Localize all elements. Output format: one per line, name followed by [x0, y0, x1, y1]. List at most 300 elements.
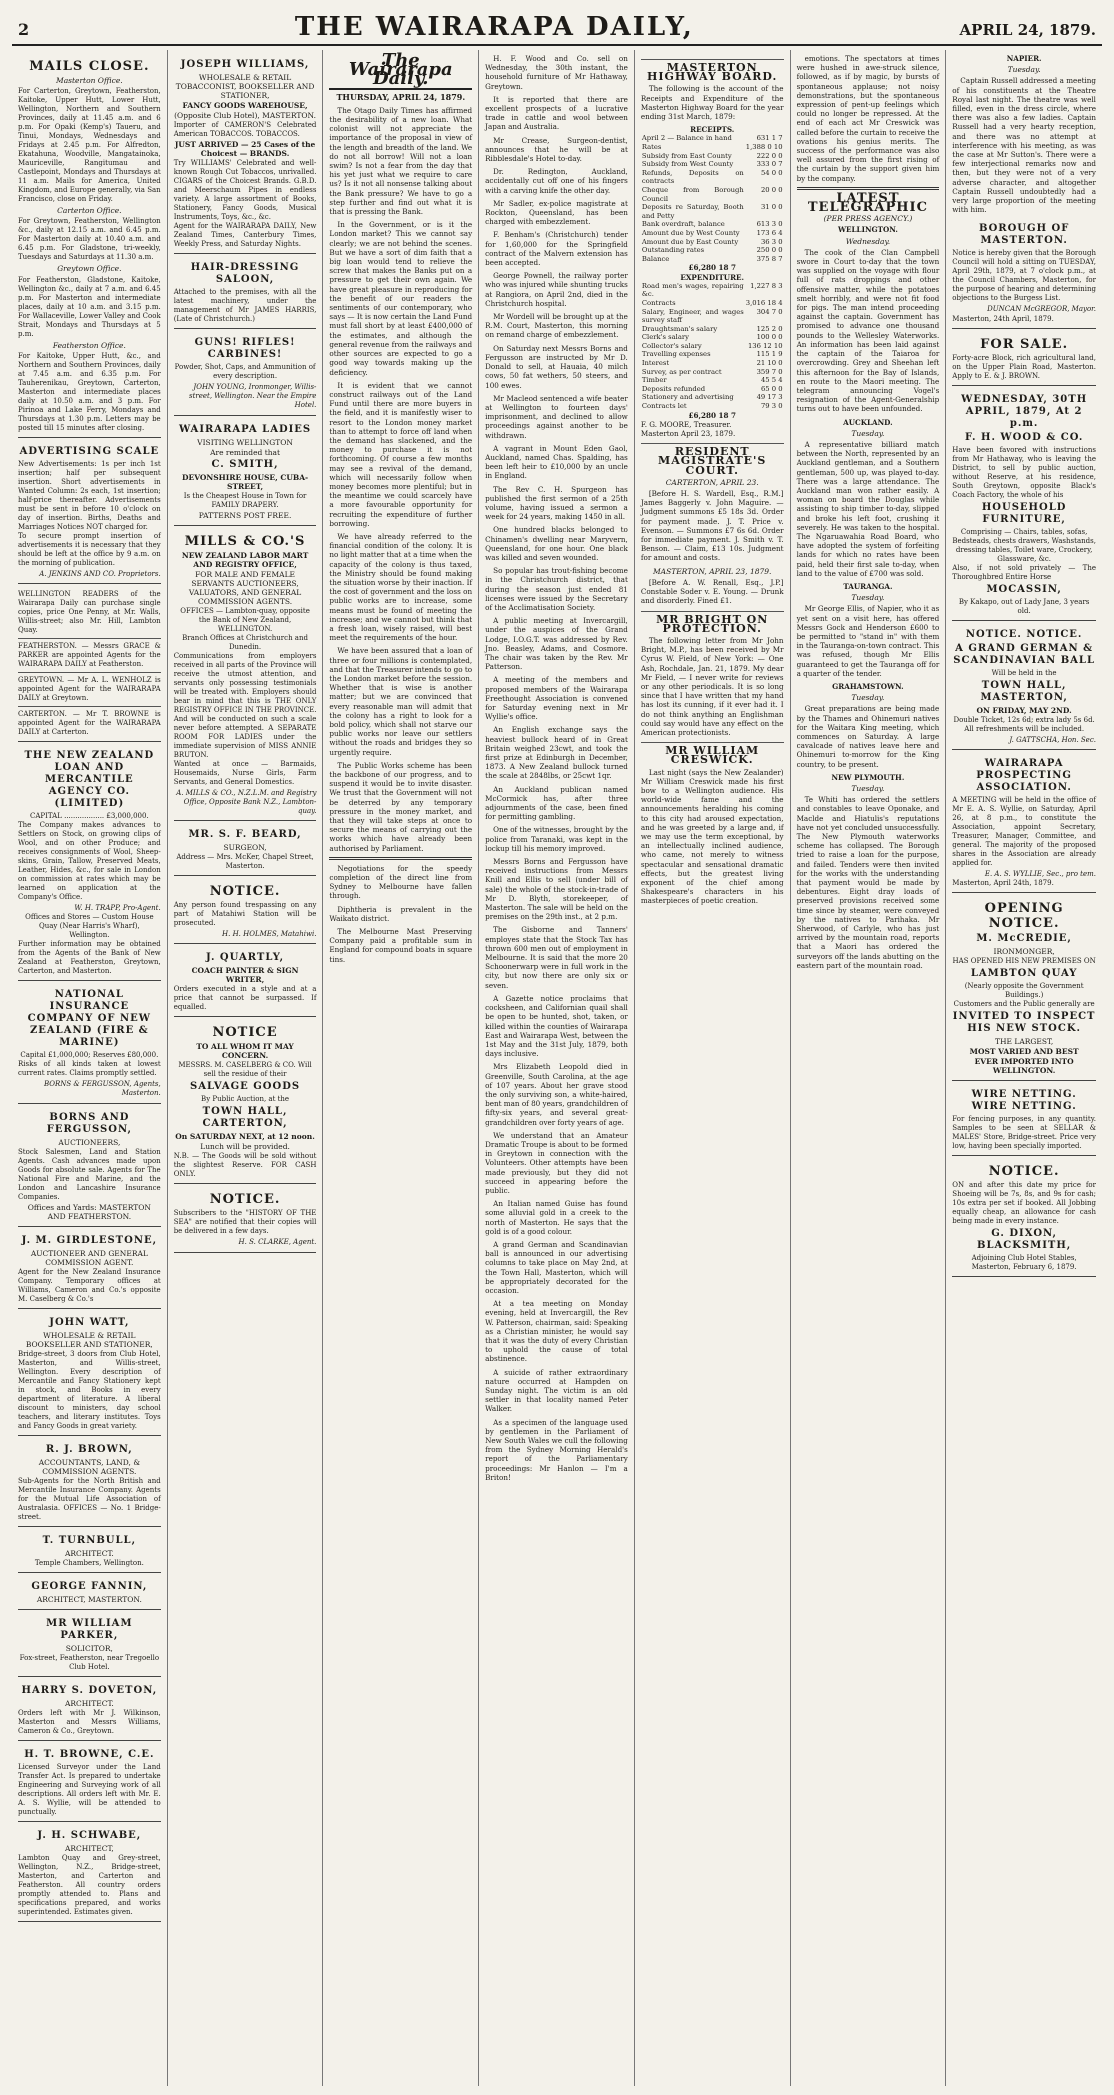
mccredie-ever: EVER IMPORTED INTO WELLINGTON. [974, 1057, 1074, 1076]
history-notice [174, 1187, 317, 1252]
salvage-notice [174, 1020, 317, 1184]
account-row [641, 368, 784, 377]
leader-paragraph: We have been assured that a loan of three or four millions is contemplated, and that the Treasurer intends to go to the London market before the session. Whether that is wise is another matter; but we are convinced that every reasonable man will admit that the colony has a right to look for a bold policy, which shall not starve our public works nor leave our settlers without the roads and bridges they so urgently require. [329, 646, 473, 757]
borough-signature: DUNCAN McGREGOR, Mayor. [987, 305, 1096, 314]
dixon-ad [952, 1159, 1096, 1277]
history-notice-signature: H. S. CLARKE, Agent. [238, 1238, 317, 1247]
wpa-text: A MEETING will be held in the office of Mr E. A. S. Wyllie, on Saturday, April 26, at 8 p.m., to constitute the Association, appoint Secretary, Treasurer, Manager, Committee, and general. The majority of the proposed shares in the Association are already applied for. [952, 795, 1096, 867]
account-label: Draughtsman's salary [641, 324, 718, 333]
account-label: Interest [641, 359, 670, 368]
carterton-office-heading: Carterton Office. [57, 206, 122, 216]
news-item: Diphtheria is prevalent in the Waikato district. [329, 904, 473, 923]
account-label: Refunds, Deposits on contracts [641, 168, 744, 186]
editorial-dateline: THURSDAY, APRIL 24, 1879. [336, 91, 466, 102]
wire-netting-ad [952, 1084, 1096, 1156]
dixon-signature: G. DIXON, BLACKSMITH, [977, 1228, 1072, 1252]
rm-court-text-2: [Before A. W. Renall, Esq., J.P.] Constable Soder v. E. Young. — Drunk and disorderly. Fined £1. [640, 577, 784, 606]
newspaper-page [12, 6, 1102, 2086]
account-label: Road men's wages, repairing &c. [641, 281, 744, 299]
wire-text: For fencing purposes, in any quantity. Samples to be seen at SELLAR & MALES' Store, Bridge-street. Price very low, having been specially imported. [952, 1115, 1096, 1151]
brown-subtitle: ACCOUNTANTS, LAND, & COMMISSION AGENTS. [38, 1457, 140, 1476]
mills-subtitle: NEW ZEALAND LABOR MART AND REGISTRY OFFICE, [181, 550, 309, 569]
account-amount: 136 12 10 [747, 341, 783, 350]
mills-offices: OFFICES — Lambton-quay, opposite the Bank of New Zealand, WELLINGTON. [180, 606, 310, 633]
advertising-scale [18, 441, 161, 584]
telegraphic-title: LATEST TELEGRAPHIC [807, 190, 928, 216]
watt-subtitle: WHOLESALE & RETAIL BOOKSELLER AND STATIONER, [25, 1330, 153, 1349]
new-plymouth-heading: NEW PLYMOUTH. [831, 772, 905, 782]
national-insurance-capital: Capital £1,000,000; Reserves £80,000. [20, 1051, 159, 1060]
borns-fergusson-ad [18, 1107, 161, 1227]
account-label: Timber [641, 376, 667, 385]
account-amount: 222 0 0 [756, 151, 783, 160]
news-item: Mr Crease, Surgeon-dentist, announces that he will be at Ribblesdale's Hotel to-day. [485, 135, 628, 164]
account-label: Cheque from Borough Council [641, 185, 744, 203]
advertising-signature: A. JENKINS AND CO. Proprietors. [39, 569, 161, 578]
account-row [641, 255, 784, 264]
mills-text: Communications from employers received in all parts of the Province will receive the utmost attention, and servants only possessing testimonials will be treated with. Employers should bear in mind that this is THE ONLY REGISTRY OFFICE IN THE PROVINCE. And will be conducted on such a scale never before attempted. A SEPARATE ROOM FOR LADIES under the immediate supervision of MISS ANNIE BRUTON. [173, 651, 317, 759]
page-number: 2 [18, 20, 30, 39]
mails-text: For Carterton, Greytown, Featherston, Kaitoke, Upper Hutt, Lower Hutt, Wellington, Northern and Southern Provinces, daily at 11.45 a.m. and 6 p.m. For Opaki (Kemp's) Taueru, and Tinui, Mondays, Wednesdays and Fridays at 2.45 p.m. For Alfredton, Ekatahuna, Woodville, Mangatainoka, Mauriceville, Rangitumau and Castlepoint, Mondays and Thursdays at 11 a.m. Mails for America, United Kingdom, and Europe generally, via San Francisco, close on Friday. [18, 87, 161, 204]
news-item: We understand that an Amateur Dramatic Troupe is about to be formed in Greytown in connection with the Volunteers. Other attempts have been made previously, but they did not succeed in appearing before the public. [485, 1130, 628, 1195]
borns-text: Stock Salesmen, Land and Station Agents. Cash advances made upon Goods for absolute sale. Agents for The National Fire and Marine, and the London and Lancashire Insurance Companies. [18, 1147, 161, 1201]
expenditure-heading: EXPENDITURE. [680, 272, 745, 282]
highway-board-signature: F. G. MOORE, Treasurer. [640, 419, 732, 429]
guns-ad [174, 332, 317, 416]
napier-heading: NAPIER. [1006, 54, 1042, 63]
account-row [641, 143, 784, 152]
news-item: A suicide of rather extraordinary nature occurred at Hampden on Sunday night. The victim is an old settler in that locality named Peter Walker. [485, 1367, 628, 1414]
column-6 [791, 50, 947, 2086]
editorial-nameplate: The Wairarapa Daily. [329, 54, 472, 90]
account-row [641, 359, 784, 368]
receipts-total: £6,280 18 7 [688, 263, 736, 273]
turnbull-ad [18, 1530, 161, 1573]
mccredie-ad [952, 896, 1096, 1081]
girdlestone-ad [18, 1230, 161, 1309]
agents-notices [18, 587, 161, 742]
account-amount: 79 3 0 [760, 402, 783, 411]
williams-arrived: JUST ARRIVED — 25 Cases of the Choicest — BRANDS. [174, 140, 316, 158]
girdlestone-title: J. M. GIRDLESTONE, [21, 1234, 158, 1246]
account-amount: 36 3 0 [760, 237, 783, 246]
mccredie-varied: MOST VARIED AND BEST [969, 1047, 1079, 1057]
wood-goods: HOUSEHOLD FURNITURE, [981, 501, 1067, 525]
account-amount: 1,388 0 10 [745, 143, 783, 152]
guns-title: GUNS! RIFLES! CARBINES! [194, 337, 296, 360]
ladies-ad [174, 419, 317, 526]
schwabe-subtitle: ARCHITECT, [64, 1843, 114, 1853]
ladies-text-2: Is the Cheapest House in Town for FAMILY DRAPERY. [183, 491, 307, 509]
account-row [641, 308, 784, 325]
ball-notice-title: NOTICE. NOTICE. [965, 628, 1083, 640]
national-insurance-text: Risks of all kinds taken at lowest current rates. Claims promptly settled. [18, 1060, 161, 1078]
news-item: The Rev C. H. Spurgeon has published the first sermon of a 25th volume, having issued a sermon a week for 24 years, making 1450 in all. [485, 484, 628, 522]
wellington-readers-notice: WELLINGTON READERS of the Wairarapa Daily can purchase single copies, price One Penny, at Mr. Walls, Willis-street; also Mr. Hill, Lambton Quay. [18, 590, 161, 635]
schwabe-ad [18, 1825, 161, 1922]
mccredie-location: LAMBTON QUAY [970, 968, 1078, 980]
account-amount: 631 1 7 [756, 134, 783, 143]
account-row [641, 186, 784, 203]
salvage-notice-text: MESSRS. M. CASELBERG & CO. Will sell the residue of their [178, 1061, 312, 1079]
wpa-ad [952, 753, 1096, 893]
account-row [641, 402, 784, 411]
news-item: A meeting of the members and proposed members of the Wairarapa Freethought Association is convened for Saturday evening next in Mr Wyllie's office. [485, 675, 628, 722]
brown-ad [18, 1439, 161, 1527]
wpa-signature: E. A. S. WYLLIE, Sec., pro tem. [984, 869, 1096, 878]
account-amount: 333 0 7 [756, 160, 783, 169]
williams-title: JOSEPH WILLIAMS, [180, 59, 310, 70]
brown-text: Sub-Agents for the North British and Mercantile Insurance Company. Agents for the Mutual Life Association of Australasia. OFFICES — No. 1 Bridge-street. [18, 1476, 161, 1521]
account-amount: 20 0 0 [760, 185, 783, 194]
news-item: An Auckland publican named McCormick has, after three adjournments of the case, been fined for permitting gambling. [485, 784, 628, 822]
news-item: H. F. Wood and Co. sell on Wednesday, the 30th instant, the household furniture of Mr Hathaway, Greytown. [485, 54, 628, 91]
greytown-text: For Featherston, Gladstone, Kaitoke, Wellington &c., daily at 7 a.m. and 6.45 p.m. For Masterton and intermediate places, daily at 10 a.m. and 3.15 p.m. For Wallaceville, Lower Valley and Cook Strait, Mondays and Thursdays at 5 p.m. [18, 275, 161, 338]
bright-title: MR BRIGHT ON PROTECTION. [641, 611, 784, 633]
grahamstown-heading: GRAHAMSTOWN. [832, 682, 904, 691]
highway-board-intro: The following is the account of the Receipts and Expenditure of the Masterton Highway Board for the year ending 31st March, 1879: [640, 84, 784, 122]
rm-court-title: RESIDENT MAGISTRATE'S COURT. [641, 443, 784, 475]
advertising-text: New Advertisements: 1s per inch 1st insertion; half per subsequent insertion. Short advertisements in Wanted Column: 2s each, 1st insertion; half-price thereafter. Advertisements must be sent in before 10 o'clock on day of insertion. Births, Deaths and Marriages Notices NOT charged for. [18, 459, 161, 531]
news-item: Dr. Redington, Auckland, accidentally cut off one of his fingers with a carving knife the other day. [485, 167, 628, 195]
account-row [641, 246, 784, 255]
auckland-heading: AUCKLAND. [843, 417, 893, 427]
account-row [641, 203, 784, 220]
notice-trespass-text: Any person found trespassing on any part of Matahiwi Station will be prosecuted. [173, 901, 317, 928]
account-label: Clerk's salary [641, 333, 689, 342]
quartly-ad [174, 947, 317, 1017]
account-row [641, 376, 784, 385]
borns-title: BORNS AND FERGUSSON, [46, 1111, 132, 1135]
featherston-office-heading: Featherston Office. [52, 340, 126, 350]
national-insurance-ad [18, 984, 161, 1103]
news-item: The Melbourne Mast Preserving Company paid a profitable sum in England for compound boats in square tins. [329, 927, 473, 964]
account-amount: 65 0 0 [760, 384, 783, 393]
mccredie-subtitle: IRONMONGER, [993, 947, 1055, 957]
ball-date: ON FRIDAY, MAY 2ND. [976, 705, 1072, 715]
ladies-patterns: PATTERNS POST FREE. [198, 510, 292, 520]
account-label: Bank overdraft, balance [641, 220, 725, 229]
account-amount: 100 0 0 [756, 333, 783, 342]
ball-ad [952, 624, 1096, 750]
account-label: Contracts let [641, 402, 687, 411]
hair-saloon-text: Attached to the premises, with all the latest machinery, under the management of Mr JAMES HARRIS, (Late of Christchurch.) [173, 288, 317, 323]
tauranga-day: Tuesday. [851, 593, 885, 603]
history-notice-text: Subscribers to the "HISTORY OF THE SEA" are notified that their copies will be delivered in a few days. [173, 1209, 317, 1236]
williams-subtitle-2: FANCY GOODS WAREHOUSE, [182, 101, 308, 110]
featherston-text: For Kaitoke, Upper Hutt, &c., and Northern and Southern Provinces, daily at 7.45 a.m. and 6.35 p.m. For Tauherenikau, Greytown, Carterton, Masterton and intermediate places daily at 10.50 a.m. and 3 p.m. For Pirinoa and Lake Ferry, Mondays and Thursdays at 1.30 p.m. Letters may be posted till 15 minutes after closing. [18, 351, 161, 432]
williams-location: (Opposite Club Hotel), MASTERTON. [174, 111, 316, 120]
wood-title: F. H. WOOD & CO. [964, 431, 1084, 443]
column-1 [12, 50, 168, 2086]
borough-notice [952, 218, 1096, 328]
hair-saloon-title: HAIR-DRESSING SALOON, [190, 262, 300, 285]
nz-loan-ad [18, 745, 161, 981]
wood-items: Comprising — Chairs, tables, sofas, Bedsteads, chests drawers, Washstands, dressing tables, Toilet ware, Crockery, Glassware, &c. [952, 527, 1096, 563]
advertising-note: To secure prompt insertion of advertisements it is necessary that they should be left at the office by 9 a.m. on the morning of publication. [18, 531, 161, 567]
fannin-title: GEORGE FANNIN, [31, 1580, 148, 1592]
ladies-text: Are reminded that [210, 447, 281, 457]
mills-subtitle-2: FOR MALE AND FEMALE SERVANTS AUCTIONEERS, VALUATORS, AND GENERAL COMMISSION AGENTS. [188, 569, 302, 606]
account-row [641, 342, 784, 351]
news-item: Mr Macleod sentenced a wife beater at Wellington to fourteen days' imprisonment, and declined to allow proceedings against another to be withdrawn. [485, 393, 628, 440]
dixon-location: Adjoining Club Hotel Stables, [971, 1254, 1077, 1263]
dixon-text: ON and after this date my price for Shoeing will be 7s, 8s, and 9s for cash; 10s extra per set if booked. All Jobbing equally cheap, an allowance for cash being made in every instance. [952, 1181, 1096, 1226]
expenditure-total: £6,280 18 7 [688, 410, 736, 420]
turnbull-text: Temple Chambers, Wellington. [34, 1558, 144, 1567]
national-insurance-signature: BORNS & FERGUSSON, Agents, Masterton. [43, 1080, 161, 1098]
account-amount: 21 10 0 [756, 359, 783, 368]
news-item: George Pownell, the railway porter who was injured while shunting trucks at Rangiora, on April 2nd, died in the Christchurch hospital. [485, 271, 628, 308]
salvage-notice-text-2: By Public Auction, at the [201, 1095, 290, 1104]
t-browne-title: H. T. BROWNE, C.E. [24, 1748, 155, 1760]
salvage-lunch: Lunch will be provided. [200, 1142, 290, 1152]
news-item: One of the witnesses, brought by the police from Taranaki, was kept in the lockup till his memory improved. [485, 825, 628, 853]
notice-trespass-signature: H. H. HOLMES, Matahiwi. [222, 930, 317, 939]
turnbull-title: T. TURNBULL, [42, 1534, 137, 1546]
girdlestone-subtitle: AUCTIONEER AND GENERAL COMMISSION AGENT. [30, 1248, 148, 1267]
watt-text: Bridge-street, 3 doors from Club Hotel, Masterton, and Willis-street, Wellington. Every description of Mercantile and Fancy Stationery kept in stock, and Books in every department of literature. A liberal discount to ministers, day school teachers, and literary institutes. Toys and Fancy Goods in great variety. [18, 1349, 161, 1430]
news-item: Messrs Borns and Fergusson have received instructions from Messrs Knill and Ellis to sell (under bill of sale) the whole of the stock-in-trade of Mr D. Blyth, storekeeper, of Masterton. The sale will be held on the premises on the 29th inst., at 2 p.m. [485, 857, 628, 922]
account-amount: 173 6 4 [756, 228, 783, 237]
account-row [641, 282, 784, 299]
national-insurance-title: NATIONAL INSURANCE COMPANY OF NEW ZEALAND (FIRE & MARINE) [27, 989, 152, 1049]
account-amount: 31 0 0 [760, 203, 783, 212]
advertising-title: ADVERTISING SCALE [19, 445, 160, 457]
account-label: April 2 — Balance in hand [641, 134, 732, 143]
leader-paragraph: The Otago Daily Times has affirmed the desirability of a new loan. What colonist will not appreciate the importance of the proposal in view of the length and breadth of the land. We do not all borrow! Will not a loan swim? Is not a fear from the day that his yet just what we require to care us? Is it not all nonsense talking about the Bank pressure? We have to go a step further and find out what it is that is pressing the Bank. [329, 105, 473, 217]
news-item: One hundred blacks belonged to Chinamen's dwelling near Maryvern, Queensland, for one hour. One black was killed and seven wounded. [485, 525, 628, 562]
news-item: So popular has trout-fishing become in the Christchurch district, that during the season just ended 81 licenses were issued by the Secretary of the Acclimatisation Society. [485, 566, 628, 612]
ladies-house: DEVONSHIRE HOUSE, CUBA-STREET, [181, 472, 309, 491]
mccredie-location-2: (Nearly opposite the Government Buildings.) [964, 982, 1084, 1000]
tauranga-heading: TAURANGA. [843, 581, 893, 591]
ladies-name: C. SMITH, [211, 458, 279, 470]
account-row [641, 393, 784, 402]
account-label: Outstanding rates [641, 246, 705, 255]
nz-loan-extra: Further information may be obtained from the Agents of the Bank of New Zealand at Featherston, Greytown, Carterton, and Masterton. [18, 940, 161, 976]
borough-date: Masterton, 24th April, 1879. [952, 314, 1054, 323]
tauranga-text: Mr George Ellis, of Napier, who it as yet sent on a visit here, has offered Messrs Gock and Henderson £600 to be permitted to "stand in" with them in the Tauranga-on-town contract. This was refused, though Mr Ellis guaranteed to get the Tauranga off for a quarter of the tender. [796, 604, 940, 678]
account-row [641, 238, 784, 247]
wood-pedigree: By Kakapo, out of Lady Jane, 3 years old. [958, 597, 1090, 615]
nz-loan-text: The Company makes advances to Settlers on Stock, on growing clips of Wool, and on other Produce; and receives consignments of Wool, Sheep-skins, Grain, Tallow, Preserved Meats, Leather, Hides, &c., for sale in London on commission at rates which may be learned on application at the Company's Office. [18, 821, 161, 902]
account-label: Subsidy from East County [641, 151, 732, 160]
mills-ad [174, 529, 317, 822]
account-label: Travelling expenses [641, 350, 711, 359]
ball-signature: J. GATTSCHA, Hon. Sec. [1009, 735, 1096, 744]
quartly-subtitle: COACH PAINTER & SIGN WRITER, [191, 966, 299, 985]
schwabe-title: J. H. SCHWABE, [37, 1829, 142, 1841]
ball-text: Will be held in the [991, 668, 1057, 677]
mails-close-section [18, 54, 161, 438]
account-amount: 250 0 0 [756, 246, 783, 255]
mills-title: MILLS & CO.'S [184, 533, 306, 549]
notice-trespass [174, 879, 317, 944]
leader-paragraph: We have already referred to the financial condition of the colony. It is no light matter that at a time when the capacity of the colony is thus taxed, the Ministry should be found making the situation worse by their inaction. If the cost of government and the loss on public works are to increase, some means must be found of meeting the increase; and we cannot but think that a fresh loan, wisely raised, will best meet the requirements of the hour. [329, 531, 473, 643]
greytown-agent-notice: GREYTOWN. — Mr A. L. WENHOLZ is appointed Agent for the WAIRARAPA DAILY at Greytown. [18, 676, 161, 703]
nz-loan-signature: W. H. TRAPP, Pro-Agent. [74, 904, 161, 913]
leader-paragraph: It is evident that we cannot construct railways out of the Land Fund until there are more buyers in the field, and it is manifestly wiser to resort to the London money market than to attempt to force off land when the demand has slackened, and the money to purchase it is not forthcoming. Of course a few months may see a revival of the demand, which will necessarily follow when money becomes more plentiful; but in the meantime we could scarcely have a more favourable opportunity for recruiting the expenditure of further borrowing. [329, 380, 473, 528]
wellington-heading: WELLINGTON. [837, 225, 898, 235]
wire-title: WIRE NETTING. WIRE NETTING. [971, 1089, 1077, 1113]
for-sale-title: FOR SALE. [980, 336, 1069, 352]
account-row [641, 229, 784, 238]
watt-ad [18, 1312, 161, 1436]
creswick-text: Last night (says the New Zealander) Mr William Creswick made his first bow to a Wellington audience. His world-wide fame and the announcements heralding his coming to this city had aroused expectation, and he was greeted by a large and, if we may use the term exceptional, by an intellectually inclined audience, who came, not merely to witness spectacular and sensational dramatic effects, but the greatest living exponent of the chief among Shakespeare's characters in his masterpieces of poetic creation. [640, 767, 784, 906]
news-item: The Gisborne and Tanners' employes state that the Stock Tax has thrown 600 men out of employment in Melbourne. It is said that the more 20 Schoonerwarp were in full work in the city, but now there are only six or seven. [485, 925, 628, 990]
new-plymouth-day: Tuesday. [851, 784, 885, 794]
mccredie-text-2: Customers and the Public generally are [953, 1000, 1095, 1009]
nz-loan-capital: CAPITAL .................. £3,000,000. [30, 812, 149, 821]
ladies-subtitle: VISITING WELLINGTON [197, 437, 293, 447]
page-header [12, 6, 1102, 46]
account-label: Amount due by East County [641, 237, 739, 246]
quartly-text: Orders executed in a style and at a price that cannot be surpassed. If equalled. [173, 985, 317, 1012]
ball-hall: TOWN HALL, MASTERTON, [980, 679, 1068, 703]
ladies-title: WAIRARAPA LADIES [178, 423, 312, 435]
wood-horse: MOCASSIN, [986, 583, 1062, 595]
borough-text: Notice is hereby given that the Borough Council will hold a sitting on TUESDAY, April 29th, 1879, at 7 o'clock p.m., at the Council Chambers, Masterton, for the purpose of hearing and determining objections to the Burgess List. [952, 249, 1096, 303]
parker-text: Fox-street, Featherston, near Tregoello Club Hotel. [19, 1653, 160, 1671]
account-label: Collector's salary [641, 341, 702, 350]
column-2 [168, 50, 324, 2086]
beard-text: Address — Mrs. McKer, Chapel Street, Masterton. [176, 853, 314, 871]
news-item: An Italian named Guise has found some alluvial gold in a creek to the north of Masterton. He says that the gold is of a good colour. [485, 1199, 628, 1236]
account-label: Survey, as per contract [641, 367, 722, 376]
history-notice-title: NOTICE. [209, 1192, 281, 1208]
williams-agent: Agent for the WAIRARAPA DAILY, New Zealand Times, Canterbury Times, Weekly Press, and Saturday Nights. [173, 222, 317, 248]
borns-offices: Offices and Yards: MASTERTON AND FEATHERSTON. [27, 1202, 151, 1221]
wood-auction-ad [952, 389, 1096, 621]
ball-title: A GRAND GERMAN & SCANDINAVIAN BALL [953, 642, 1095, 666]
receipts-heading: RECEIPTS. [690, 125, 735, 135]
grahamstown-text: Great preparations are being made by the Thames and Ohinemuri natives for the Waitara King meeting, which commences on Saturday. A large cavalcade of natives leave here and Ohinemuri to-morrow for the King country, to be present. [796, 704, 940, 769]
t-browne-text: Licensed Surveyor under the Land Transfer Act. Is prepared to undertake Engineering and Surveying work of all descriptions. All orders left with Mr. E. A. S. Wyllie, will be attended to punctually. [18, 1762, 161, 1816]
account-amount: 125 2 0 [756, 324, 783, 333]
salvage-date: On SATURDAY NEXT, at 12 noon. [175, 1132, 315, 1142]
account-label: Rates [641, 143, 662, 152]
doveton-ad [18, 1680, 161, 1741]
rm-court-subtitle: CARTERTON, APRIL 23. [665, 477, 759, 487]
account-amount: 115 1 9 [756, 350, 783, 359]
beard-subtitle: SURGEON, [223, 843, 267, 853]
news-item: On Saturday next Messrs Borns and Fergusson are instructed by Mr D. Donald to sell, at Hauaia, 40 milch cows, 50 fat wethers, 50 steers, and 100 ewes. [485, 343, 628, 390]
leader-paragraph: In the Government, or is it the London market? This we cannot say clearly; we are not behind the scenes. But we have a sort of dim faith that a big loan would tend to relieve the screw that makes the Banks put on a pressure to get their own again. We have great pleasure in reproducing for the benefit of our readers the sentiments of our contemporary, who says — It is now certain the Land Fund must fall short by at least £400,000 of the estimates, and although the general revenue from the railways and other sources are expected to go a good way towards making up the deficiency. [329, 220, 473, 377]
auckland-day: Tuesday. [851, 428, 885, 438]
account-amount: 3,016 18 4 [745, 298, 783, 307]
receipts-table [641, 134, 784, 263]
masthead: THE WAIRARAPA DAILY, [294, 12, 694, 42]
williams-subtitle: WHOLESALE & RETAIL TOBACCONIST, BOOKSELLER AND STATIONER, [175, 73, 315, 100]
account-label: Deposits refunded [641, 384, 706, 393]
parker-title: MR WILLIAM PARKER, [46, 1617, 133, 1641]
account-amount: 54 0 0 [760, 168, 783, 177]
hair-saloon-ad [174, 257, 317, 329]
watt-title: JOHN WATT, [49, 1316, 130, 1328]
opening-notice-title: OPENING NOTICE. [984, 901, 1064, 932]
for-sale-text: Forty-acre Block, rich agricultural land, on the Upper Plain Road, Masterton. Apply to E. & J. BROWN. [952, 353, 1096, 380]
guns-signature: JOHN YOUNG, Ironmonger, Willis-street, Wellington. Near the Empire Hotel. [189, 383, 317, 410]
account-amount: 359 7 0 [756, 367, 783, 376]
account-row [641, 333, 784, 342]
wood-also: Also, if not sold privately — The Thoroughbred Entire Horse [952, 563, 1096, 581]
account-label: Balance [641, 254, 670, 263]
featherston-agent-notice: FEATHERSTON. — Messrs GRACE & PARKER are appointed Agents for the WAIRARAPA DAILY at Featherston. [18, 642, 161, 669]
salvage-goods: SALVAGE GOODS [190, 1081, 301, 1093]
mccredie-title: M. McCREDIE, [976, 933, 1072, 945]
expenditure-table [641, 282, 784, 411]
news-item: Negotiations for the speedy completion of the direct line from Sydney to Melbourne have fallen through. [329, 863, 473, 901]
williams-text-2: Try WILLIAMS' Celebrated and well-known Rough Cut Tobaccos, unrivalled. CIGARS of the Choicest Brands. G.B.D. and Meerschaum Pipes in endless variety. A large assortment of Books, Stationery, Fancy Goods, Musical Instruments, Toys, &c., &c. [173, 159, 317, 221]
bright-text: The following letter from Mr John Bright, M.P., has been received by Mr Cyrus W. Field, of New York: — One Ash, Rochdale, Jan. 21, 1879. My dear Mr Field, — I never write for reviews or any other periodicals. It is so long since that I have written that my hand has lost its cunning, if it ever had it. I do not think anything an Englishman could say would have any effect on the American protectionists. [640, 635, 784, 737]
parker-subtitle: SOLICITOR, [65, 1643, 113, 1653]
account-row [641, 350, 784, 359]
news-item: It is reported that there are excellent prospects of a lucrative trade in cattle and wool between Japan and Australia. [485, 94, 628, 132]
t-browne-ad [18, 1744, 161, 1822]
greytown-office-heading: Greytown Office. [57, 264, 122, 274]
column-5 [635, 50, 791, 2086]
account-row [641, 134, 784, 143]
quartly-title: J. QUARTLY, [206, 952, 285, 964]
girdlestone-text: Agent for the New Zealand Insurance Company. Temporary offices at Williams, Cameron and Co.'s opposite M. Caselberg & Co.'s [18, 1267, 161, 1303]
account-label: Stationery and advertising [641, 393, 734, 402]
news-item: As a specimen of the language used by gentlemen in the Parliament of New South Wales we cull the following from the Sydney Morning Herald's report of the Parliamentary proceedings: Mr Hanlon — I'm a Briton! [485, 1417, 628, 1482]
wood-auction-date: WEDNESDAY, 30TH APRIL, 1879, At 2 p.m. [961, 393, 1088, 429]
account-amount: 49 17 3 [756, 393, 783, 402]
account-row [641, 152, 784, 161]
williams-ad [174, 54, 317, 254]
notice-trespass-title: NOTICE. [209, 884, 281, 900]
account-row [641, 160, 784, 169]
news-item: A vagrant in Mount Eden Gaol, Auckland, named Chas. Spalding, has been left heir to £10,000 by an uncle in England. [485, 443, 628, 481]
wellington-day: Wednesday. [845, 236, 891, 246]
carterton-text: For Greytown, Featherston, Wellington &c., daily at 12.15 a.m. and 6.45 p.m. For Masterton daily at 10.40 a.m. and 6.45 p.m. For Gladstone, tri-weekly, Tuesdays and Saturdays at 11.30 a.m. [18, 217, 161, 262]
rm-court-text: [Before H. S. Wardell, Esq., R.M.] James Baggerly v. John Maguire. — Judgment summons £5 18s 3d. Order for payment made. J. T. Price v. Evenson. — Summons £7 6s 6d. Order for immediate payment. J. Smith v. T. Benson. — Claim, £13 10s. Judgment for amount and costs. [640, 489, 784, 563]
header-date: APRIL 24, 1879. [959, 21, 1096, 39]
mails-title: MAILS CLOSE. [29, 59, 150, 74]
fannin-subtitle: ARCHITECT, MASTERTON. [36, 1594, 142, 1604]
column-7 [946, 50, 1102, 2086]
creswick-title: MR WILLIAM CRESWICK. [641, 742, 784, 764]
wpa-title: WAIRARAPA PROSPECTING ASSOCIATION. [976, 757, 1072, 793]
news-item: Mr Sadler, ex-police magistrate at Rockton, Queensland, has been charged with embezzlement. [485, 198, 628, 227]
creswick-continued: emotions. The spectators at times were hushed in awe-struck silence, followed, as if by magic, by bursts of spontaneous applause; not noisy demonstrations, but the spontaneous expression of pent-up feelings which could no longer be repressed. At the end of each act Mr Creswick was called before the curtain to receive the ovations his genius merits. The success of the performance was also well assured from the first rising of the curtain by the support given him by the company. [796, 54, 940, 183]
turnbull-subtitle: ARCHITECT. [64, 1548, 114, 1558]
account-row [641, 385, 784, 394]
dixon-date: Masterton, February 6, 1879. [971, 1263, 1077, 1272]
account-row [641, 220, 784, 229]
wood-text: Have been favored with instructions from Mr Hathaway, who is leaving the District, to sell by public auction, without Reserve, at his residence, South Greytown, opposite Black's Coach Factory, the whole of his [952, 445, 1096, 499]
column-3 [323, 50, 479, 2086]
nz-loan-offices: Offices and Stores — Custom House Quay (Near Harris's Wharf), Wellington. [25, 913, 154, 940]
napier-day: Tuesday. [1007, 65, 1041, 75]
salvage-notice-title: NOTICE [212, 1025, 278, 1041]
salvage-nb: N.B. — The Goods will be sold without the slightest Reserve. FOR CASH ONLY. [173, 1152, 317, 1179]
account-label: Deposits re Saturday, Booth and Petty [641, 203, 744, 220]
telegraphic-subtitle: (PER PRESS AGENCY.) [823, 214, 913, 224]
account-row [641, 325, 784, 334]
salvage-hall: TOWN HALL, CARTERTON, [202, 1106, 288, 1130]
schwabe-text: Lambton Quay and Grey-street, Wellington, N.Z., Bridge-street, Masterton, and Carterton and Featherston. All country orders promptly attended to. Plans and specifications prepared, and works superintended. Estimates given. [18, 1853, 161, 1916]
parker-ad [18, 1613, 161, 1677]
news-item: An English exchange says the heaviest bullock heard of in Great Britain weighed 23cwt, and took the first prize at Edinburgh in December, 1873. A New Zealand bullock turned the scale at 2848lbs, or 25cwt 1qr. [485, 725, 628, 781]
auckland-text: A representative billiard match between the North, represented by an Auckland gentleman, and a Southern gentleman, 500 up, was played to-day. There was a large attendance. The Auckland man won rather easily. A woman on board the Douglas while assisting to ship timber to-day, slipped and broke his left foot, crushing it severely. He was taken to the hospital. The Ngaruawahia Road Board, who have adopted the system of forfeiting lands for which no rates have been paid, held their first sale to-day, when land to the value of £700 was sold. [796, 439, 940, 578]
rm-court-subtitle-2: MASTERTON, APRIL 23, 1879. [652, 566, 772, 576]
wpa-date: Masterton, April 24th, 1879. [952, 879, 1054, 888]
wellington-text: The cook of the Clan Campbell swore in Court to-day that the town was supplied on the voyage with flour full of rats droppings and other offensive matter, while the potatoes smelt horribly, and were not fit food for pigs. The man intend proceeding against the captain. Government has promised to advance one thousand pounds to the Wellesley Waterworks. An information has been laid against the captain of the Taiaroa for overcrowding. Grey and Sheehan left this afternoon for the Bay of Islands, en route to the Maori meeting. The telegram announcing Vogel's resignation of the Agent-Generalship turns out to have been unfounded. [796, 247, 940, 414]
doveton-text: Orders left with Mr J. Wilkinson, Masterton and Messrs Williams, Cameron & Co., Greytown. [18, 1708, 161, 1735]
